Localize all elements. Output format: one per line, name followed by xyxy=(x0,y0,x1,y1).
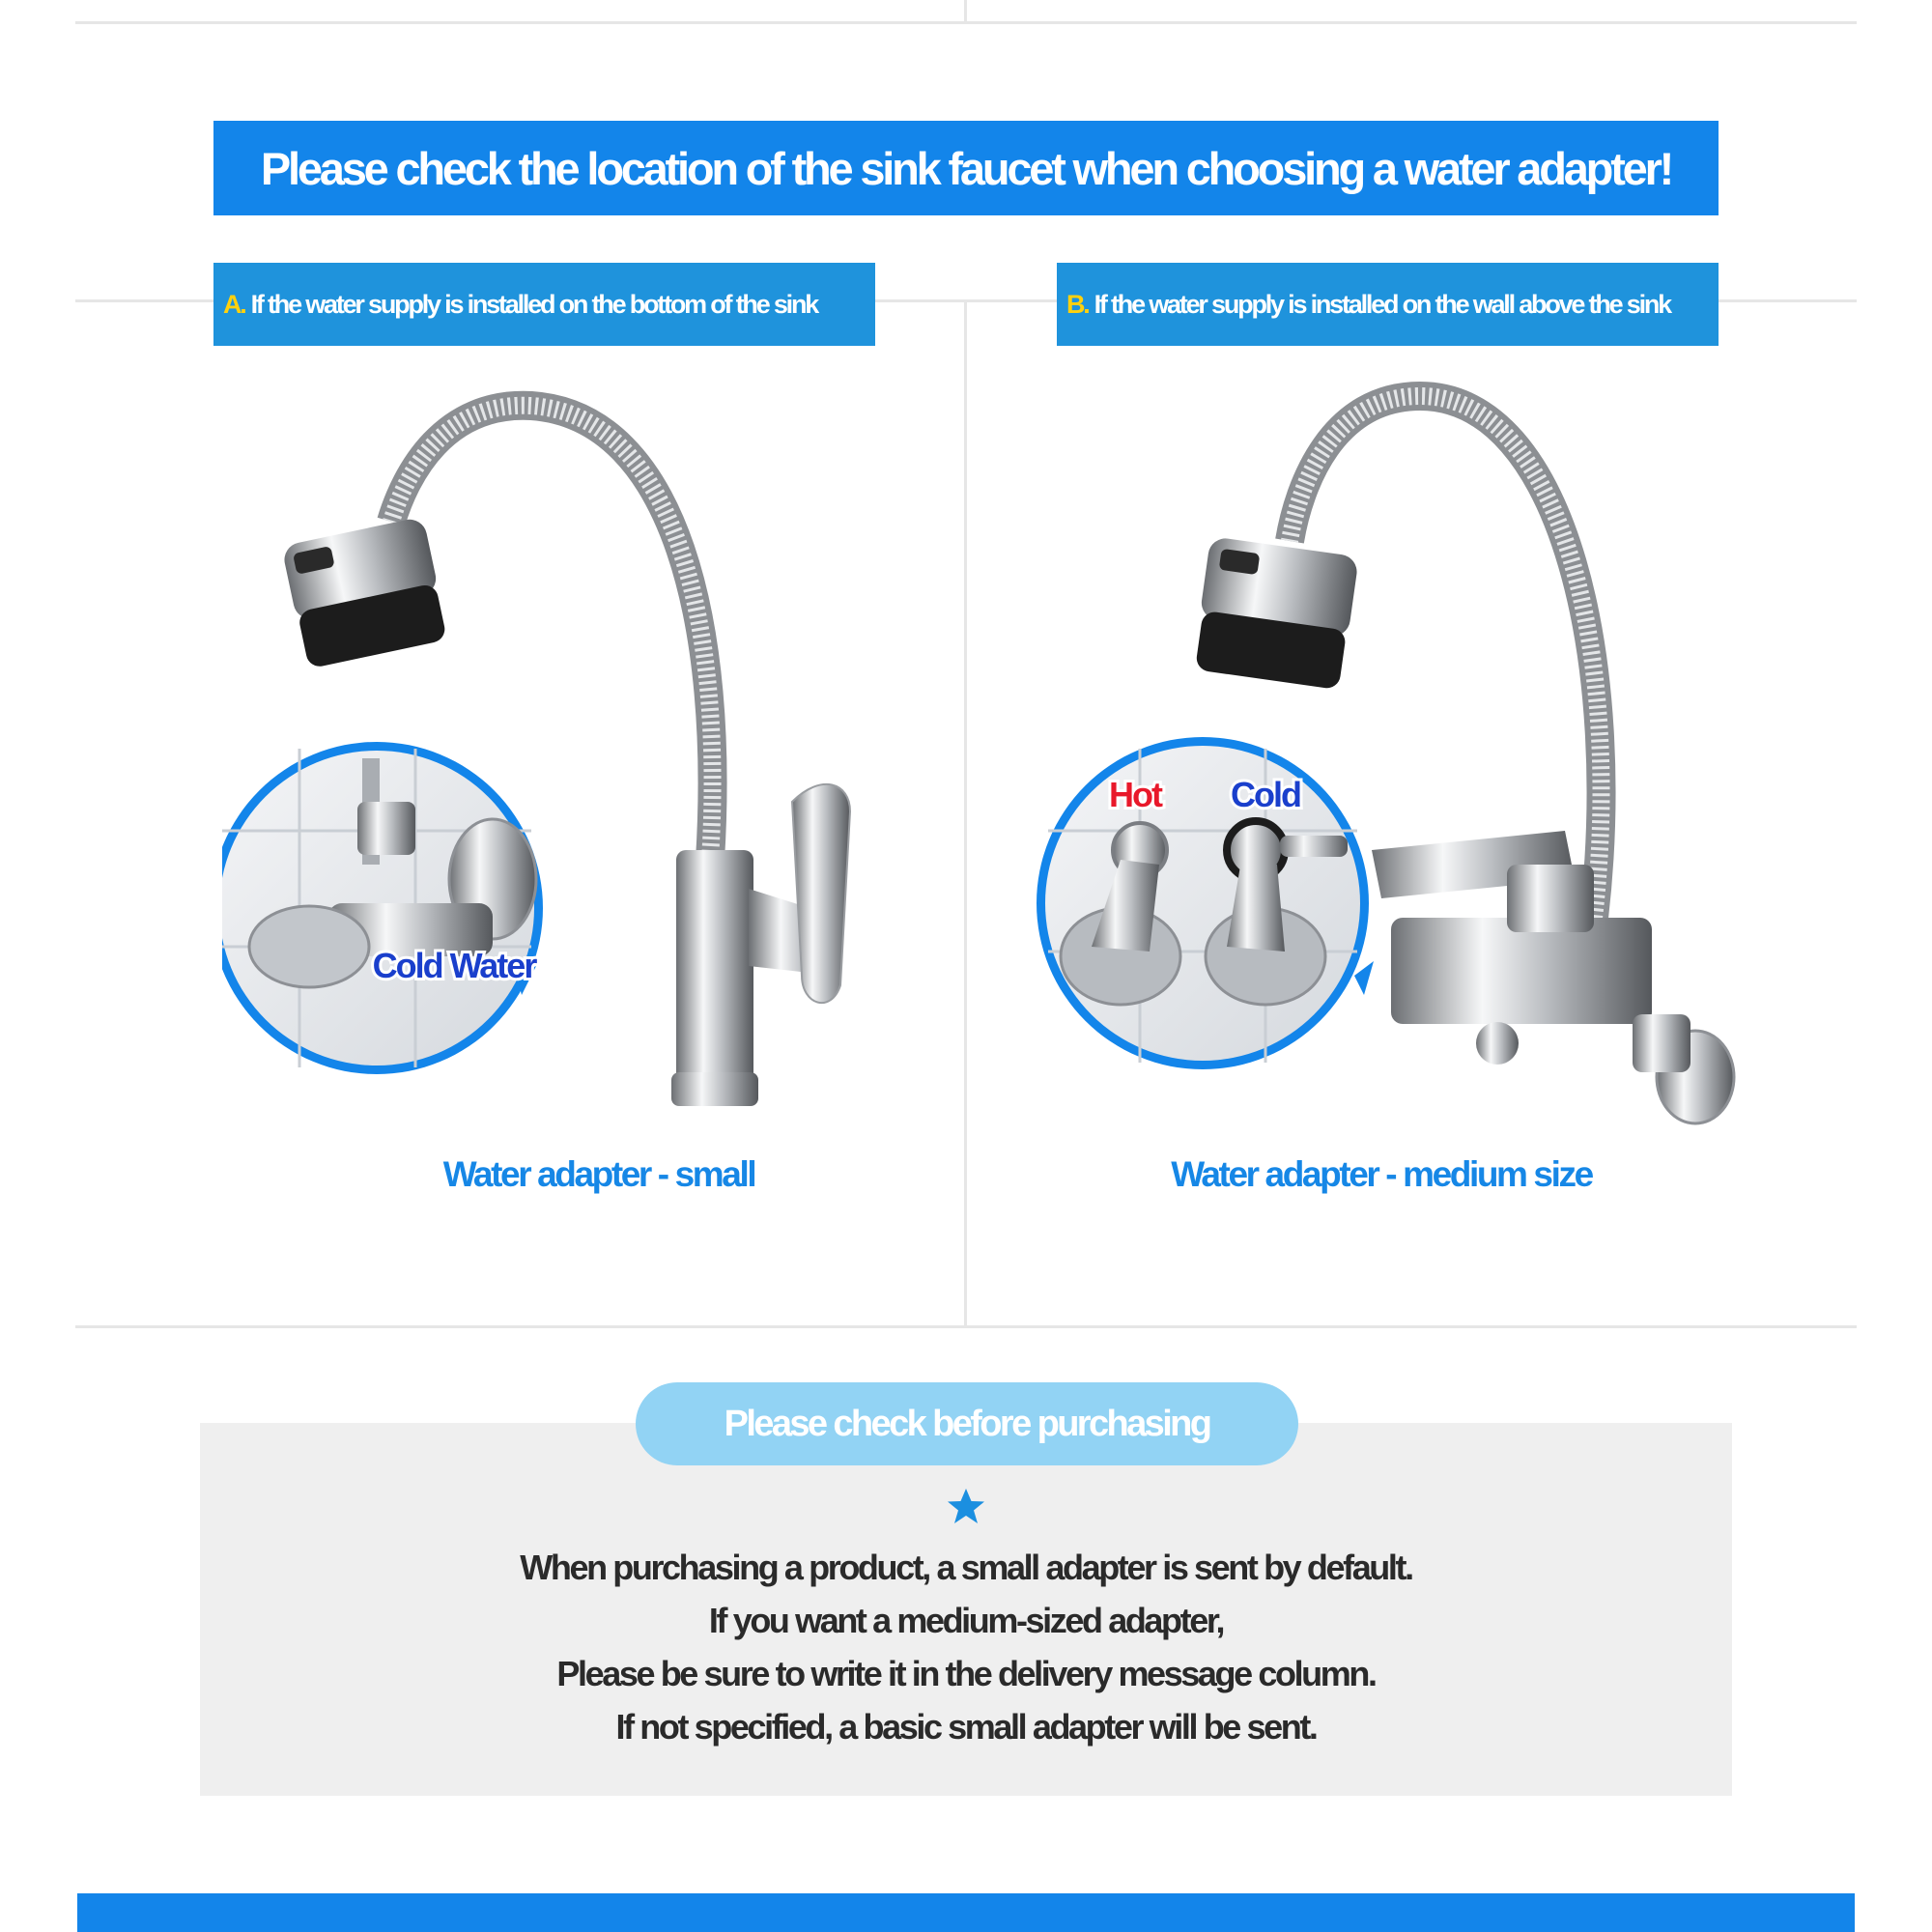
case-a-text: If the water supply is installed on the bottom of the sink xyxy=(250,289,818,319)
caption-medium-adapter: Water adapter - medium size xyxy=(1171,1154,1592,1194)
hot-label: Hot xyxy=(1109,775,1161,814)
notice-lines xyxy=(200,1541,1732,1753)
column-divider xyxy=(964,299,967,1327)
top-column-divider xyxy=(964,0,967,23)
tab-case-b xyxy=(1057,263,1719,346)
cold-water-label: Cold Water xyxy=(372,946,536,985)
notice-line: When purchasing a product, a small adapter is sent by default. xyxy=(520,1548,1412,1587)
notice-title: Please check before purchasing xyxy=(636,1382,1298,1465)
notice-line: If you want a medium-sized adapter, xyxy=(708,1601,1224,1640)
wall-mounted-faucet-image xyxy=(1024,377,1758,1130)
star-icon xyxy=(945,1486,987,1528)
page-title: Please check the location of the sink faucet when choosing a water adapter! xyxy=(213,121,1719,215)
case-b-letter: B. xyxy=(1066,289,1089,319)
bottom-banner xyxy=(77,1893,1855,1932)
case-b-text: If the water supply is installed on the wall above the sink xyxy=(1094,289,1670,319)
tab-case-a xyxy=(213,263,875,346)
under-sink-faucet-image xyxy=(222,377,898,1130)
case-a-letter: A. xyxy=(223,289,245,319)
notice-line: Please be sure to write it in the delivery message column. xyxy=(556,1654,1376,1693)
caption-small-adapter: Water adapter - small xyxy=(442,1154,755,1194)
notice-line: If not specified, a basic small adapter will be sent. xyxy=(615,1707,1317,1747)
section-divider-bottom xyxy=(75,1325,1857,1328)
cold-label: Cold xyxy=(1231,775,1300,814)
